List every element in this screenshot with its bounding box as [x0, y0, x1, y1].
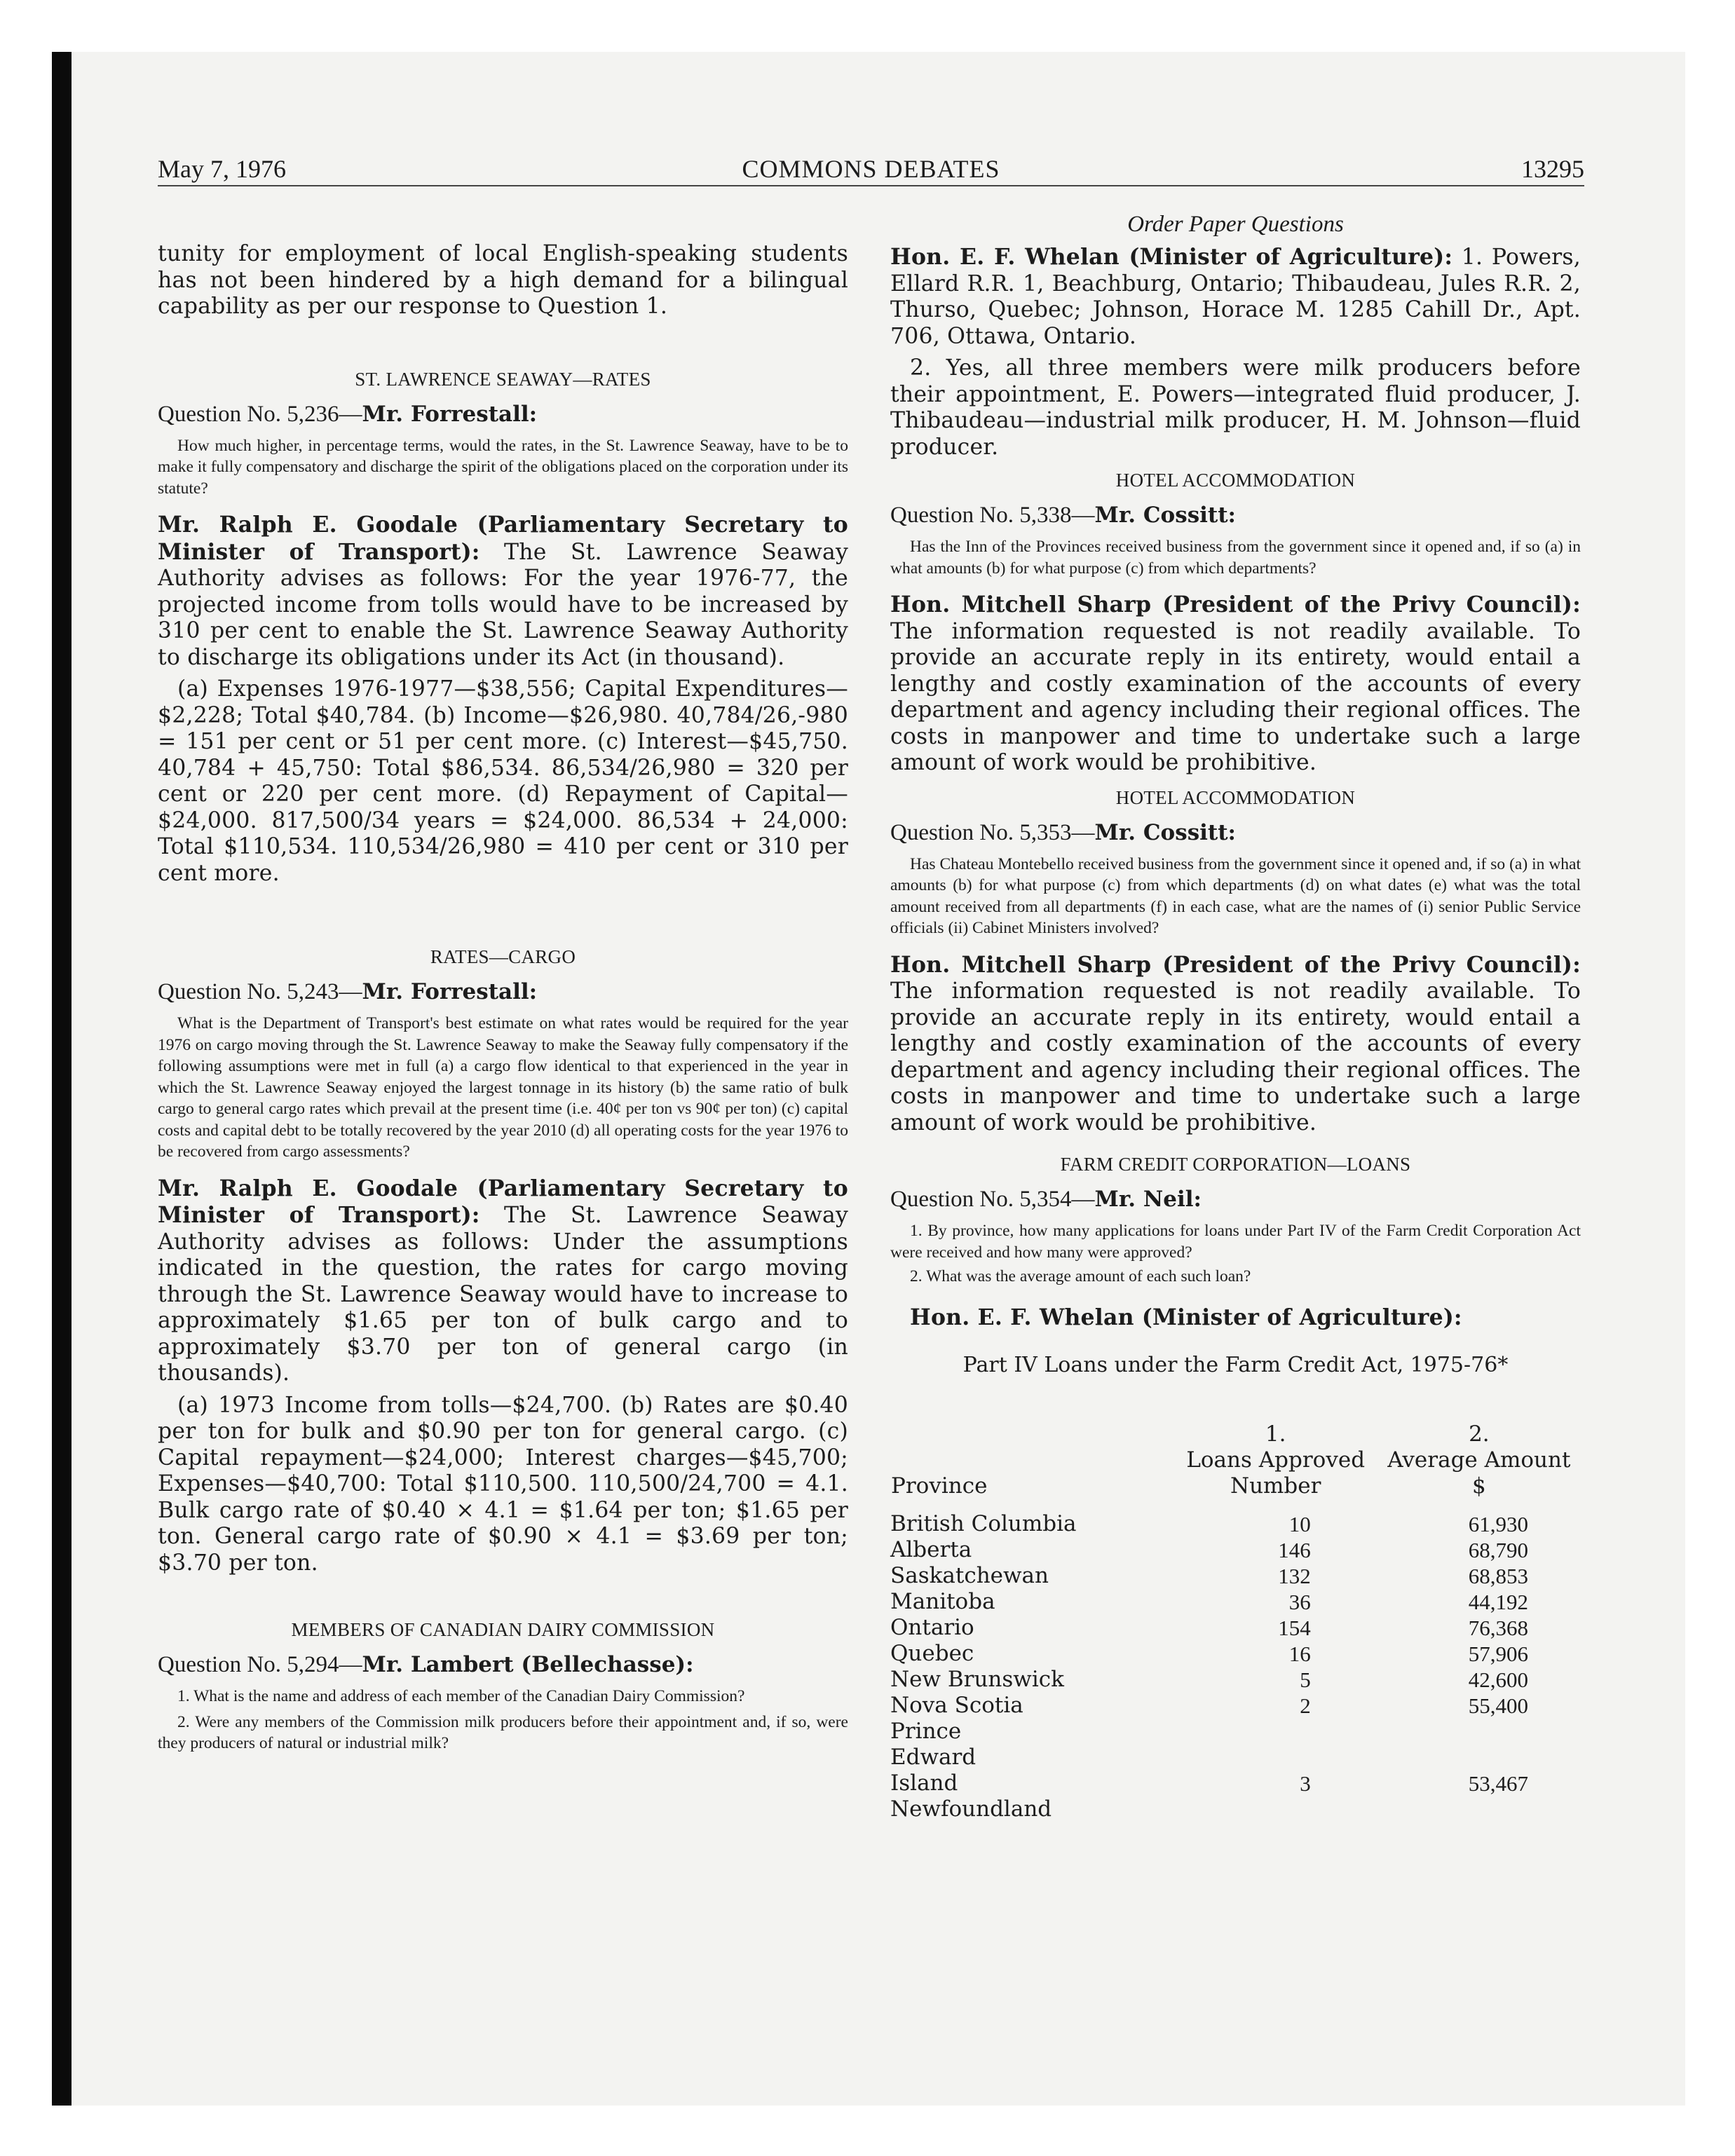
question-5294-part-2: 2. Were any members of the Commission milk producers before their appointment and, if so, were they producers of natural or industrial milk?: [158, 1712, 848, 1752]
col-amount-label: Average Amount: [1387, 1447, 1571, 1473]
cell-number: 3: [1300, 1771, 1311, 1796]
question-5353-text: Has Chateau Montebello received business from the government since it opened and, if so (a) in what amounts (b) for what purpose (c) from which departments (d) on what dates (e) what was the total amount received from all departments (f) in each case, what are the names of (i) senior Public Service officials (ii) Cabinet Ministers involved?: [890, 854, 1581, 937]
col-number-label: Loans Approved: [1186, 1447, 1366, 1473]
question-5243-line: [158, 978, 848, 1006]
question-5338-line: [890, 501, 1581, 529]
answer-5354-speaker: [890, 1304, 1581, 1332]
binding-edge: [52, 52, 72, 2106]
col-amount-header: [1377, 1421, 1581, 1500]
cell-amount: 42,600: [1468, 1667, 1528, 1692]
cell-number: 5: [1300, 1667, 1311, 1692]
right-column: [890, 210, 1581, 1822]
col-amount-index: 2.: [1469, 1421, 1490, 1447]
cell-amount: 68,853: [1468, 1564, 1528, 1588]
question-5354-line: [890, 1185, 1581, 1213]
cell-number: 154: [1278, 1616, 1311, 1640]
question-number: Question No. 5,294—: [158, 1652, 362, 1677]
table-row: [890, 1563, 1581, 1589]
section-heading-hotel-2: HOTEL ACCOMMODATION: [1115, 786, 1356, 808]
col-amount-sublabel: $: [1472, 1473, 1486, 1499]
answer-5243: [158, 1175, 848, 1387]
province-word-3: Island: [890, 1770, 958, 1796]
table-row: [890, 1511, 1581, 1537]
header-page-number: 13295: [1521, 155, 1584, 183]
question-number: Question No. 5,354—: [890, 1187, 1095, 1212]
cell-province: New Brunswick: [890, 1667, 1064, 1692]
col-province-label: Province: [891, 1473, 988, 1499]
cell-amount: 55,400: [1468, 1693, 1528, 1718]
table-row: [890, 1615, 1581, 1641]
cell-amount: 76,368: [1468, 1616, 1528, 1640]
question-5354-part-2: 2. What was the average amount of each such loan?: [910, 1267, 1251, 1285]
question-member: Mr. Forrestall:: [362, 401, 538, 427]
cell-amount: 44,192: [1468, 1590, 1528, 1614]
cell-number: [1174, 1796, 1377, 1822]
question-5354-part-1: 1. By province, how many applications for loans under Part IV of the Farm Credit Corporation Act were received and how many were approved?: [890, 1222, 1581, 1262]
cell-number: 2: [1300, 1693, 1311, 1718]
section-heading-hotel-1: HOTEL ACCOMMODATION: [1115, 470, 1356, 491]
question-member: Mr. Forrestall:: [362, 979, 538, 1004]
cell-number: 146: [1278, 1538, 1311, 1562]
cell-province: British Columbia: [890, 1511, 1077, 1536]
answer-5294-part-2: 2. Yes, all three members were milk producers before their appointment, E. Powers—integrated fluid producer, J. Thibaudeau—industrial milk producer, H. M. Johnson—fluid producer.: [890, 355, 1581, 460]
section-heading-seaway-rates: ST. LAWRENCE SEAWAY—RATES: [355, 368, 651, 390]
cell-province: Nova Scotia: [890, 1693, 1023, 1718]
table-row: [890, 1796, 1581, 1822]
question-number: Question No. 5,353—: [890, 819, 1095, 845]
cell-number: 132: [1278, 1564, 1311, 1588]
province-word-1: Prince: [890, 1719, 962, 1744]
question-number: Question No. 5,236—: [158, 401, 362, 427]
col-province-header: [890, 1421, 1174, 1500]
question-5338-text: Has the Inn of the Provinces received business from the government since it opened and, if so (a) in what amounts (b) for what purpose (c) from which departments?: [890, 538, 1581, 578]
table-row: [890, 1537, 1581, 1563]
cell-amount: 53,467: [1468, 1771, 1528, 1796]
left-column: [158, 210, 848, 1754]
section-heading-rates-cargo: RATES—CARGO: [430, 946, 576, 967]
cell-number: 10: [1288, 1512, 1311, 1536]
cell-province: Quebec: [890, 1641, 974, 1666]
intro-paragraph: tunity for employment of local English-speaking students has not been hindered by a high demand for a bilingual capability as per our response to Question 1.: [158, 241, 848, 319]
answer-text: The St. Lawrence Seaway Authority advises as follows: Under the assumptions indicated in the question, the rates for cargo moving through the St. Lawrence Seaway would have to increase to approximately $1.65 per ton of bulk cargo and to approximately $3.70 per ton of general cargo (in thousands).: [158, 1203, 848, 1386]
answer-speaker: Hon. E. F. Whelan (Minister of Agriculture):: [890, 244, 1453, 270]
answer-speaker: Mr. Ralph E. Goodale (Parliamentary Secretary to Minister of Transport):: [158, 512, 848, 565]
table-row: [890, 1693, 1581, 1719]
question-member: Mr. Lambert (Bellechasse):: [362, 1652, 694, 1677]
answer-5353: [890, 952, 1581, 1137]
table-header-row: [890, 1421, 1581, 1500]
page-header: [158, 154, 1584, 186]
cell-province: [890, 1719, 1174, 1796]
cell-province: Alberta: [890, 1537, 972, 1562]
cell-number: 36: [1288, 1590, 1311, 1614]
cell-province: Ontario: [890, 1615, 974, 1640]
answer-speaker: Hon. Mitchell Sharp (President of the Privy Council):: [890, 592, 1581, 618]
question-number: Question No. 5,243—: [158, 979, 362, 1004]
cell-number: 16: [1288, 1642, 1311, 1666]
section-heading-dairy-commission: MEMBERS OF CANADIAN DAIRY COMMISSION: [291, 1619, 715, 1640]
answer-speaker: Mr. Ralph E. Goodale (Parliamentary Secretary to Minister of Transport):: [158, 1175, 848, 1228]
question-number: Question No. 5,338—: [890, 503, 1095, 528]
cell-province: Manitoba: [890, 1589, 995, 1614]
header-title: COMMONS DEBATES: [742, 155, 1000, 183]
answer-text: The information requested is not readily available. To provide an accurate reply in its entirety, would entail a lengthy and costly examination of the accounts of every department and agency including their regional offices. The costs in manpower and time to undertake such a large amount of work would be prohibitive.: [890, 978, 1581, 1135]
loans-table: [890, 1421, 1581, 1822]
header-date: May 7, 1976: [158, 155, 286, 183]
answer-text: The St. Lawrence Seaway Authority advises as follows: For the year 1976-77, the projected income from tolls would have to be increased by 310 per cent to enable the St. Lawrence Seaway Authority to discharge its obligations under its Act (in thousand).: [158, 539, 848, 670]
question-member: Mr. Cossitt:: [1094, 503, 1236, 528]
question-member: Mr. Cossitt:: [1094, 819, 1236, 845]
question-5353-line: [890, 819, 1581, 847]
question-5294-part-1: 1. What is the name and address of each member of the Canadian Dairy Commission?: [177, 1687, 745, 1705]
answer-5236: [158, 512, 848, 671]
table-row: [890, 1667, 1581, 1693]
answer-speaker: Hon. E. F. Whelan (Minister of Agriculture):: [910, 1304, 1462, 1330]
section-heading-farm-credit: FARM CREDIT CORPORATION—LOANS: [1060, 1154, 1411, 1175]
question-5243-text: What is the Department of Transport's best estimate on what rates would be required for the year 1976 on cargo moving through the St. Lawrence Seaway to make the Seaway fully compensatory if the following assumptions were met in full (a) a cargo flow identical to that experienced in the year in which the St. Lawrence Seaway enjoyed the largest tonnage in its history (b) the same ratio of bulk cargo to general cargo rates which prevail at the present time (i.e. 40¢ per ton vs 90¢ per ton) (c) capital costs and capital debt to be totally recovered by the year 2010 (d) all operating costs for the year 1976 to be recovered from cargo assessments?: [158, 1014, 848, 1161]
cell-amount: 68,790: [1468, 1538, 1528, 1562]
question-5294-line: [158, 1651, 848, 1679]
answer-text: 1. Powers, Ellard R.R. 1, Beachburg, Ontario; Thibaudeau, Jules R.R. 2, Thurso, Quebec; Johnson, Horace M. 1285 Cahill Dr., Apt. 706, Ottawa, Ontario.: [890, 245, 1581, 349]
question-5236-line: [158, 400, 848, 428]
answer-5236-details: (a) Expenses 1976-1977—$38,556; Capital Expenditures—$2,228; Total $40,784. (b) Income—$26,980. 40,784/26,-980 = 151 per cent or 51 per cent more. (c) Interest—$45,750. 40,784 + 45,750: Total $86,534. 86,534/26,980 = 320 per cent or 220 per cent more. (d) Repayment of Capital—$24,000. 817,500/34 years = $24,000. 86,534 + 24,000: Total $110,534. 110,534/26,980 = 410 per cent or 310 per cent more.: [158, 676, 848, 886]
cell-amount: 57,906: [1468, 1642, 1528, 1666]
table-row: [890, 1589, 1581, 1615]
cell-province: Saskatchewan: [890, 1563, 1049, 1588]
province-word-2: Edward: [890, 1745, 977, 1770]
running-head: Order Paper Questions: [1127, 212, 1344, 237]
cell-province: Newfoundland: [890, 1796, 1052, 1822]
answer-speaker: Hon. Mitchell Sharp (President of the Privy Council):: [890, 951, 1581, 978]
col-number-index: 1.: [1265, 1421, 1286, 1447]
col-number-sublabel: Number: [1230, 1473, 1321, 1499]
answer-text: The information requested is not readily available. To provide an accurate reply in its entirety, would entail a lengthy and costly examination of the accounts of every department and agency including their regional offices. The costs in manpower and time to undertake such a large amount of work would be prohibitive.: [890, 618, 1581, 775]
answer-5294: [890, 244, 1581, 350]
cell-amount: 61,930: [1468, 1512, 1528, 1536]
answer-5338: [890, 592, 1581, 777]
question-5236-text: How much higher, in percentage terms, would the rates, in the St. Lawrence Seaway, have to be to make it fully compensatory and discharge the spirit of the obligations placed on the corporation under its statute?: [158, 436, 849, 498]
table-caption: Part IV Loans under the Farm Credit Act, 1975-76*: [962, 1353, 1509, 1377]
cell-amount: [1377, 1796, 1581, 1822]
table-row: [890, 1641, 1581, 1667]
answer-5243-details: (a) 1973 Income from tolls—$24,700. (b) Rates are $0.40 per ton for bulk and $0.90 per ton for general cargo. (c) Capital repayment—$24,000; Interest charges—$45,700; Expenses—$40,700: Total $110,500. 110,500/24,700 = 4.1. Bulk cargo rate of $0.40 × 4.1 = $1.64 per ton; $1.65 per ton. General cargo rate of $0.90 × 4.1 = $3.69 per ton; $3.70 per ton.: [158, 1392, 848, 1576]
question-member: Mr. Neil:: [1094, 1187, 1202, 1212]
table-row: [890, 1719, 1581, 1796]
col-number-header: [1174, 1421, 1377, 1500]
